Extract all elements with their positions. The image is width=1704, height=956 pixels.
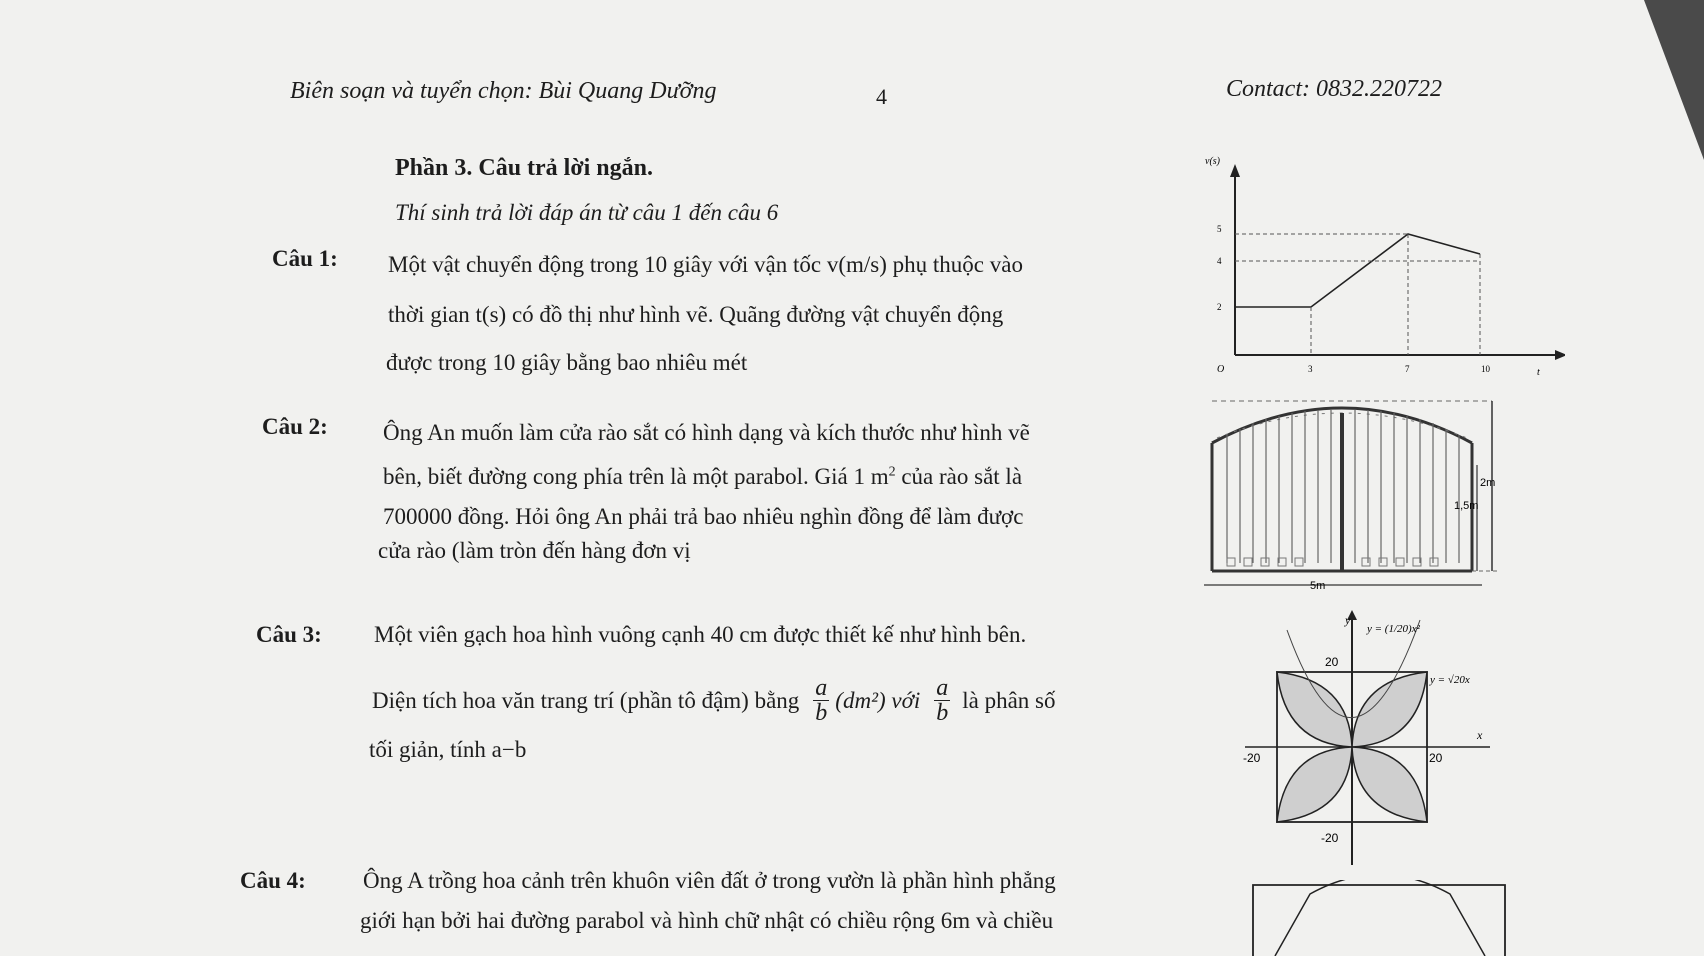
- q2-line2-b: của rào sắt là: [895, 464, 1023, 489]
- fraction-a-b-2: [934, 676, 950, 725]
- section-title: Phần 3. Câu trả lời ngắn.: [395, 155, 653, 181]
- q3-line2-b: (dm²) với: [835, 687, 921, 713]
- header-contact: Contact: 0832.220722: [1226, 76, 1442, 102]
- q3-label: Câu 3:: [256, 622, 322, 647]
- x-axis-arrow: [1555, 350, 1565, 360]
- q4-line1: Ông A trồng hoa cảnh trên khuôn viên đất ở trong vườn là phần hình phẳng: [363, 868, 1056, 893]
- petal-q3: [1277, 747, 1352, 822]
- q4-label: Câu 4:: [240, 868, 306, 893]
- q2-line2: [383, 464, 1022, 490]
- header-author: Biên soạn và tuyển chọn: Bùi Quang Dưỡng: [290, 78, 717, 104]
- x-axis-label: x: [1477, 728, 1483, 742]
- side-label: 1,5m: [1454, 500, 1479, 512]
- petal-q4: [1352, 747, 1427, 822]
- x-axis-label: t: [1537, 367, 1540, 378]
- fraction-a-b: [813, 676, 829, 725]
- fraction-denominator: b: [815, 700, 828, 726]
- y-axis-label: v(s): [1205, 156, 1220, 167]
- q3-line2: [372, 676, 1056, 725]
- q2-gate-figure: [1192, 393, 1512, 598]
- q2-line3: 700000 đồng. Hỏi ông An phải trả bao nhiêu nghìn đồng để làm được: [383, 504, 1024, 529]
- curve2-label: y = √20x: [1430, 674, 1470, 686]
- tick-right: 20: [1429, 751, 1443, 765]
- q1-line2: thời gian t(s) có đồ thị như hình vẽ. Quãng đường vật chuyển động: [388, 302, 1004, 327]
- q2-line2-sup: 2: [888, 464, 896, 480]
- q2-line2-a: bên, biết đường cong phía trên là một parabol. Giá 1 m: [383, 464, 889, 489]
- y-axis-label: y: [1345, 613, 1351, 627]
- section-instruction: Thí sinh trả lời đáp án từ câu 1 đến câu 6: [395, 200, 779, 225]
- q1-label: Câu 1:: [272, 246, 338, 271]
- velocity-curve: [1235, 234, 1480, 307]
- q2-line1: Ông An muốn làm cửa rào sắt có hình dạng và kích thước như hình vẽ: [383, 420, 1030, 445]
- y-tick-5: 5: [1217, 224, 1222, 234]
- y-tick-2: 2: [1217, 302, 1222, 312]
- width-label: 5m: [1310, 580, 1326, 592]
- q3-tile-figure: [1215, 610, 1515, 870]
- fraction-numerator: a: [815, 675, 828, 701]
- petal-q1: [1352, 672, 1427, 747]
- origin-label: O: [1217, 364, 1225, 375]
- y-tick-4: 4: [1217, 256, 1222, 266]
- page-corner-fold: [1644, 0, 1704, 160]
- x-tick-3: 3: [1308, 364, 1313, 374]
- y-axis-arrow: [1230, 164, 1240, 177]
- garden-rectangle: [1253, 885, 1505, 956]
- q3-line2-c: là phân số: [962, 687, 1056, 713]
- q3-line3: tối giản, tính a−b: [369, 737, 527, 762]
- tick-bottom: -20: [1321, 831, 1339, 845]
- page-number: 4: [876, 84, 887, 109]
- gate-bottom-rings: [1227, 558, 1438, 566]
- q4-garden-figure: [1250, 880, 1510, 956]
- garden-parabola: [1275, 880, 1485, 956]
- q1-line3: được trong 10 giây bằng bao nhiêu mét: [386, 350, 748, 375]
- x-tick-10: 10: [1481, 364, 1490, 374]
- petal-q2: [1277, 672, 1352, 747]
- q2-line4: cửa rào (làm tròn đến hàng đơn vị: [378, 538, 691, 563]
- height-label: 2m: [1480, 477, 1496, 489]
- q3-line1: Một viên gạch hoa hình vuông cạnh 40 cm được thiết kế như hình bên.: [374, 622, 1027, 647]
- q4-line2: giới hạn bởi hai đường parabol và hình chữ nhật có chiều rộng 6m và chiều: [360, 908, 1054, 933]
- q1-velocity-graph: [1185, 150, 1565, 380]
- q1-line1: Một vật chuyển động trong 10 giây với vận tốc v(m/s) phụ thuộc vào: [388, 252, 1023, 277]
- fraction-denominator-2: b: [936, 700, 949, 726]
- x-tick-7: 7: [1405, 364, 1410, 374]
- q3-line2-a: Diện tích hoa văn trang trí (phần tô đậm) bằng: [372, 687, 800, 713]
- tick-top: 20: [1325, 655, 1339, 669]
- curve1-label: y = (1/20)x²: [1367, 623, 1420, 635]
- fraction-numerator-2: a: [936, 675, 949, 701]
- tick-left: -20: [1243, 751, 1261, 765]
- q2-label: Câu 2:: [262, 414, 328, 439]
